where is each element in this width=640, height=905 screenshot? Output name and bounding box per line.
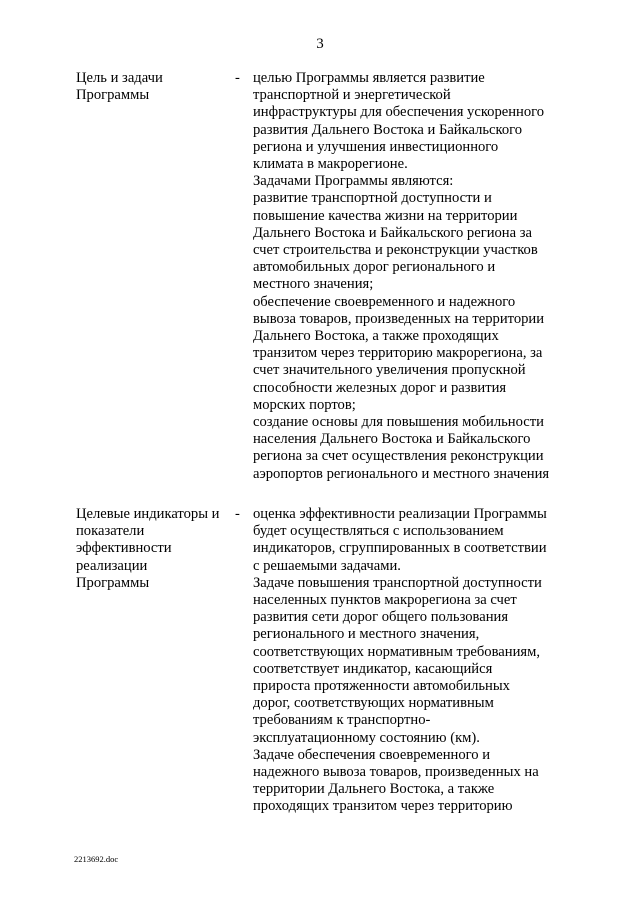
- content-line: автомобильных дорог регионального и: [253, 259, 496, 276]
- content-line: эксплуатационному состоянию (км).: [253, 729, 480, 746]
- section-goals-label: [76, 70, 236, 104]
- content-line: климата в макрорегионе.: [253, 156, 408, 173]
- content-line: Дальнего Востока, а также проходящих: [253, 328, 499, 345]
- content-line: региона за счет осуществления реконструкции: [253, 448, 544, 465]
- content-line: вывоза товаров, произведенных на территории: [253, 310, 545, 327]
- content-line: местного значения;: [253, 276, 374, 293]
- content-line: развития сети дорог общего пользования: [253, 609, 509, 626]
- content-line: целью Программы является развитие: [253, 70, 485, 86]
- content-line: будет осуществляться с использованием: [253, 523, 504, 540]
- section-goals-content: [253, 70, 593, 483]
- content-line: с решаемыми задачами.: [253, 557, 401, 574]
- label-line: Программы: [76, 87, 150, 104]
- content-line: Задачами Программы являются:: [253, 173, 454, 190]
- section-goals-dash: -: [235, 70, 240, 86]
- content-line: прироста протяженности автомобильных: [253, 678, 510, 695]
- content-line: создание основы для повышения мобильности: [253, 414, 544, 431]
- label-line: Цель и задачи: [76, 70, 163, 86]
- label-line: Целевые индикаторы и: [76, 506, 220, 522]
- content-line: территории Дальнего Востока, а также: [253, 781, 495, 798]
- label-line: Программы: [76, 574, 150, 591]
- content-line: аэропортов регионального и местного значения: [253, 465, 550, 482]
- content-line: транзитом через территорию макрорегиона, за: [253, 345, 543, 362]
- content-line: соответствующих нормативным требованиям,: [253, 643, 540, 660]
- content-line: счет строительства и реконструкции участков: [253, 242, 538, 259]
- content-line: населенных пунктов макрорегиона за счет: [253, 592, 517, 609]
- content-line: инфраструктуры для обеспечения ускоренного: [253, 104, 545, 121]
- content-line: Задаче повышения транспортной доступности: [253, 574, 542, 591]
- content-line: развитие транспортной доступности и: [253, 190, 492, 207]
- content-line: Задаче обеспечения своевременного и: [253, 746, 491, 763]
- content-line: транспортной и энергетической: [253, 87, 451, 104]
- page-number: 3: [316, 36, 324, 52]
- label-line: показатели: [76, 523, 145, 540]
- content-line: населения Дальнего Востока и Байкальского: [253, 431, 531, 448]
- content-line: оценка эффективности реализации Программы: [253, 506, 547, 522]
- section-indicators-dash: -: [235, 506, 240, 522]
- label-line: эффективности: [76, 540, 172, 557]
- content-line: счет значительного увеличения пропускной: [253, 362, 526, 379]
- content-line: способности железных дорог и развития: [253, 379, 507, 396]
- section-indicators-content: [253, 506, 593, 816]
- content-line: индикаторов, сгруппированных в соответствии: [253, 540, 547, 557]
- content-line: Дальнего Востока и Байкальского региона за: [253, 224, 532, 241]
- content-line: надежного вывоза товаров, произведенных на: [253, 764, 539, 781]
- content-line: регионального и местного значения,: [253, 626, 480, 643]
- label-line: реализации: [76, 557, 148, 574]
- content-line: развития Дальнего Востока и Байкальского: [253, 121, 523, 138]
- content-line: повышение качества жизни на территории: [253, 207, 518, 224]
- section-indicators-label: [76, 506, 236, 592]
- content-line: соответствует индикатор, касающийся: [253, 660, 493, 677]
- content-line: региона и улучшения инвестиционного: [253, 138, 499, 155]
- content-line: требованиям к транспортно-: [253, 712, 431, 729]
- content-line: морских портов;: [253, 396, 356, 413]
- content-line: проходящих транзитом через территорию: [253, 798, 513, 815]
- footer-filename: 2213692.doc: [74, 854, 119, 864]
- content-line: дорог, соответствующих нормативным: [253, 695, 494, 712]
- content-line: обеспечение своевременного и надежного: [253, 293, 516, 310]
